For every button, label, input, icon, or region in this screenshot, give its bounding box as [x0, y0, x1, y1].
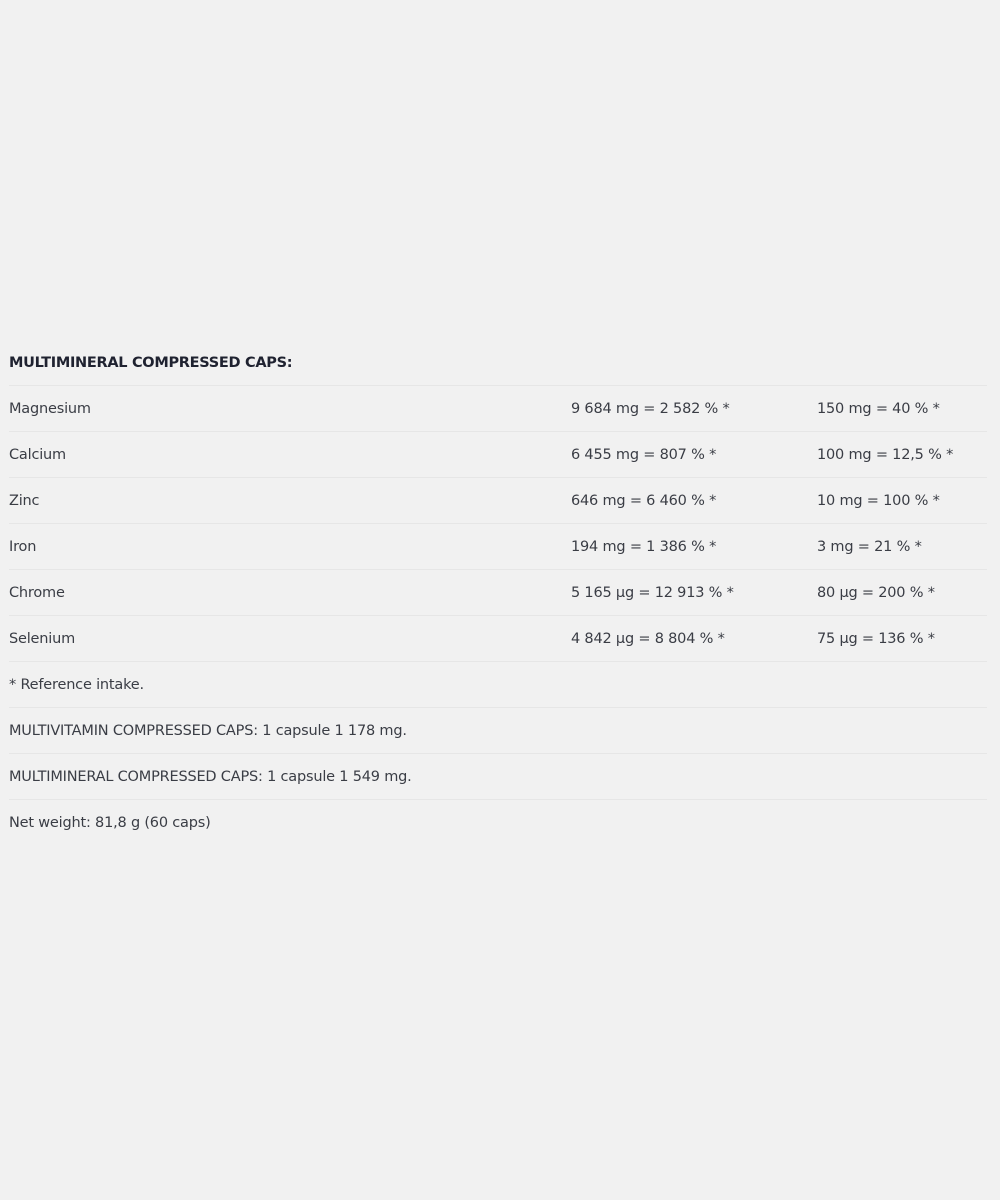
- mineral-name: Chrome: [9, 585, 65, 601]
- table-row: [9, 570, 987, 616]
- mineral-total: 6 455 mg = 807 % *: [571, 447, 717, 463]
- mineral-total: 5 165 µg = 12 913 % *: [571, 585, 734, 601]
- multimineral-capsule-weight: MULTIMINERAL COMPRESSED CAPS: 1 capsule 1 549 mg.: [9, 769, 412, 785]
- mineral-name: Iron: [9, 539, 37, 555]
- nutrition-table: [9, 340, 987, 846]
- mineral-per-capsule: 10 mg = 100 % *: [817, 493, 940, 509]
- table-row: [9, 432, 987, 478]
- mineral-total: 194 mg = 1 386 % *: [571, 539, 717, 555]
- mineral-total: 9 684 mg = 2 582 % *: [571, 401, 730, 417]
- mineral-per-capsule: 3 mg = 21 % *: [817, 539, 922, 555]
- note-row: [9, 708, 987, 754]
- mineral-name: Selenium: [9, 631, 76, 647]
- mineral-per-capsule: 75 µg = 136 % *: [817, 631, 935, 647]
- mineral-per-capsule: 100 mg = 12,5 % *: [817, 447, 954, 463]
- multivitamin-capsule-weight: MULTIVITAMIN COMPRESSED CAPS: 1 capsule 1 178 mg.: [9, 723, 407, 739]
- table-row: [9, 524, 987, 570]
- mineral-per-capsule: 150 mg = 40 % *: [817, 401, 940, 417]
- table-header-row: [9, 340, 987, 386]
- mineral-per-capsule: 80 µg = 200 % *: [817, 585, 935, 601]
- net-weight: Net weight: 81,8 g (60 caps): [9, 815, 211, 831]
- table-row: [9, 386, 987, 432]
- mineral-name: Calcium: [9, 447, 66, 463]
- table-heading: MULTIMINERAL COMPRESSED CAPS:: [9, 355, 293, 371]
- mineral-total: 646 mg = 6 460 % *: [571, 493, 717, 509]
- note-row: [9, 662, 987, 708]
- note-row: [9, 800, 987, 846]
- note-row: [9, 754, 987, 800]
- table-row: [9, 616, 987, 662]
- mineral-name: Magnesium: [9, 401, 91, 417]
- mineral-total: 4 842 µg = 8 804 % *: [571, 631, 725, 647]
- mineral-name: Zinc: [9, 493, 40, 509]
- table-row: [9, 478, 987, 524]
- reference-intake-note: * Reference intake.: [9, 677, 144, 693]
